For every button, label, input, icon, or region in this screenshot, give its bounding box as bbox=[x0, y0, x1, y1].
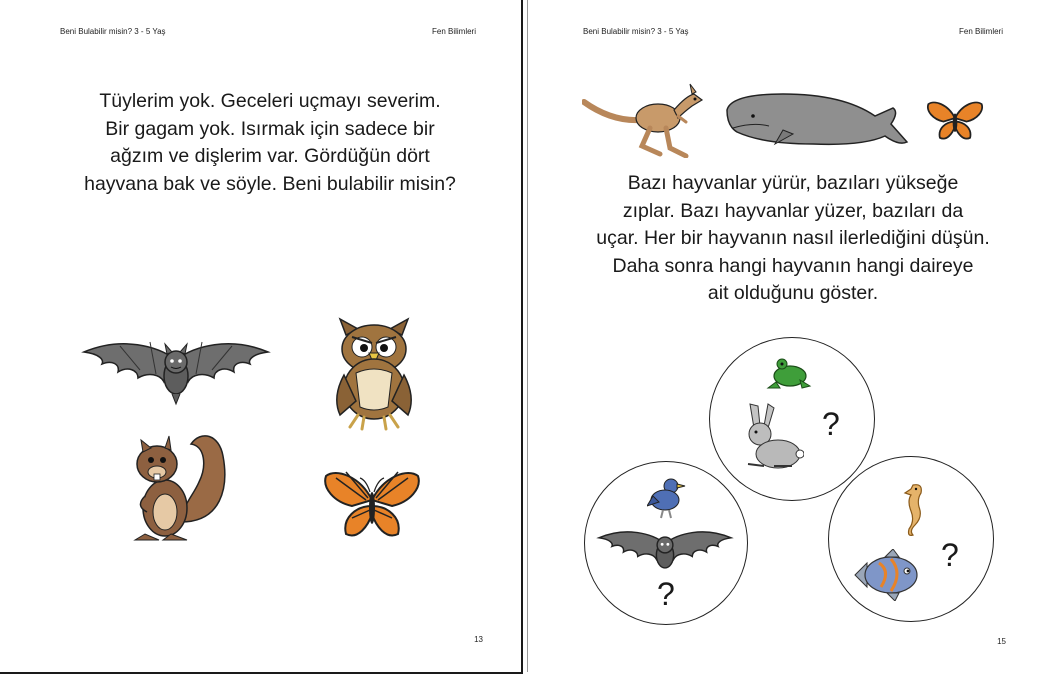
circle-swim-question-mark: ? bbox=[941, 537, 959, 573]
circle-jump-question-mark: ? bbox=[822, 406, 840, 442]
circle-jump[interactable] bbox=[709, 337, 875, 501]
left-header-title: Beni Bulabilir misin? 3 - 5 Yaş bbox=[60, 27, 166, 36]
right-header-title: Beni Bulabilir misin? 3 - 5 Yaş bbox=[583, 27, 689, 36]
riddle-text: Tüylerim yok. Geceleri uçmayı severim. Bir gagam yok. Isırmak için sadece bir ağzım ve dişlerim var. Gördüğün dört hayvana bak ve söyle. Beni bulabilir misin? bbox=[84, 90, 456, 195]
seahorse-illustration[interactable] bbox=[903, 481, 927, 539]
instruction-text: Bazı hayvanlar yürür, bazıları yükseğe zıplar. Bazı hayvanlar yüzer, bazıları da uçar. Her bir hayvanın nasıl ilerlediğini düşün. Daha sonra hangi hayvanın hangi daireye ait olduğunu göster. bbox=[596, 172, 990, 304]
circle-bat-illustration[interactable] bbox=[595, 522, 735, 578]
circle-swim[interactable] bbox=[828, 456, 994, 622]
left-page bbox=[0, 0, 523, 674]
circle-fly-question-mark: ? bbox=[657, 576, 675, 612]
left-header-subject: Fen Bilimleri bbox=[431, 27, 476, 36]
fish-illustration[interactable] bbox=[851, 549, 923, 601]
left-page-number: 13 bbox=[474, 635, 483, 644]
whale-illustration[interactable] bbox=[723, 90, 913, 154]
bird-illustration[interactable] bbox=[647, 476, 687, 520]
bat-illustration[interactable] bbox=[80, 330, 272, 408]
rabbit-illustration[interactable] bbox=[734, 402, 804, 472]
butterfly-illustration[interactable] bbox=[322, 466, 422, 544]
right-page-number: 15 bbox=[997, 637, 1006, 646]
right-header-subject: Fen Bilimleri bbox=[958, 27, 1003, 36]
owl-illustration[interactable] bbox=[328, 315, 420, 431]
frog-illustration[interactable] bbox=[766, 352, 812, 392]
squirrel-illustration[interactable] bbox=[125, 426, 229, 546]
right-page bbox=[527, 0, 1050, 672]
top-butterfly-illustration[interactable] bbox=[926, 98, 984, 144]
kangaroo-illustration[interactable] bbox=[582, 82, 708, 158]
circle-fly[interactable] bbox=[584, 461, 748, 625]
